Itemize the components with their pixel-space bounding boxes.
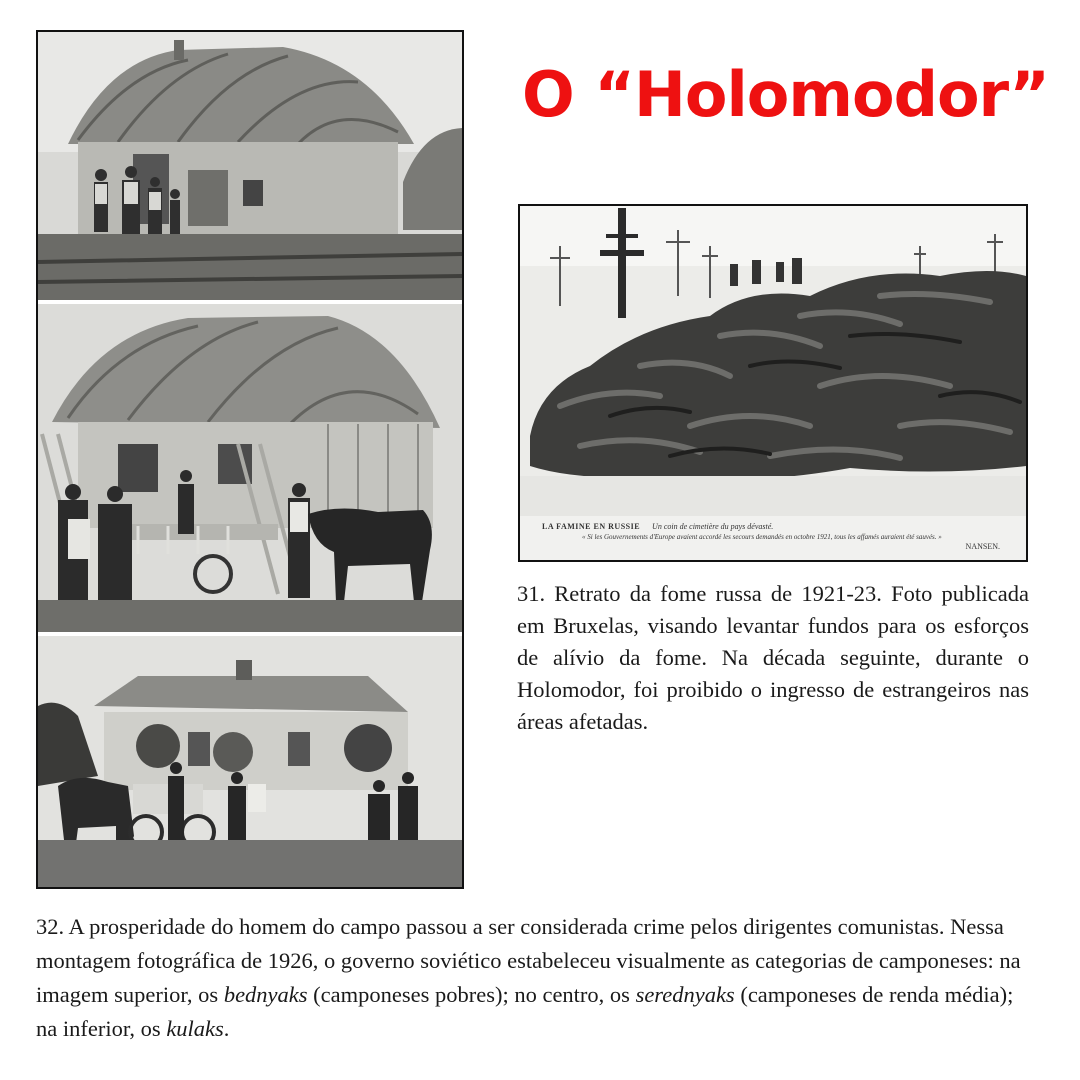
peasant-photo-montage bbox=[36, 30, 464, 889]
term-bednyaks: bednyaks bbox=[223, 982, 308, 1007]
term-serednyaks: serednyaks bbox=[635, 982, 735, 1007]
caption-32-text: (camponeses de renda média); na inferior, os bbox=[36, 982, 1014, 1041]
kulaks-house-photo bbox=[38, 636, 462, 887]
bednyaks-house-photo bbox=[38, 32, 462, 300]
caption-32 bbox=[36, 910, 1032, 1046]
famine-photo bbox=[518, 204, 1028, 562]
caption-32-text: (camponeses pobres); no centro, os bbox=[307, 982, 636, 1007]
serednyaks-house-photo bbox=[38, 304, 462, 632]
caption-31: 31. Retrato da fome russa de 1921-23. Foto publicada em Bruxelas, visando levantar fundos para os esforços de alívio da fome. Na década seguinte, durante o Holomodor, foi proibido o ingresso de estrangeiros nas áreas afetadas. bbox=[517, 581, 1029, 734]
caption-32-text: 32. A prosperidade do homem do campo passou a ser considerada crime pelos dirigentes comunistas. Nessa montagem fotográfica de 1926, o governo soviético estabeleceu visualmente as categorias de camponeses: na imagem superior, os bbox=[36, 914, 1021, 1007]
term-kulaks: kulaks bbox=[166, 1016, 224, 1041]
caption-32-text: . bbox=[223, 1016, 230, 1041]
famine-photo-title: LA FAMINE EN RUSSIE bbox=[542, 522, 641, 531]
famine-photo-caption bbox=[542, 522, 1012, 551]
page-title: O “Holomodor” bbox=[522, 58, 1050, 131]
famine-photo-quote: « Si les Gouvernements d'Europe avaient accordé les secours demandés en octobre 1921, tous les affamés auraient été sauvés. » bbox=[582, 533, 942, 541]
famine-photo-signature: NANSEN. bbox=[965, 542, 1000, 551]
famine-photo-subtitle: Un coin de cimetière du pays dévasté. bbox=[652, 522, 774, 531]
